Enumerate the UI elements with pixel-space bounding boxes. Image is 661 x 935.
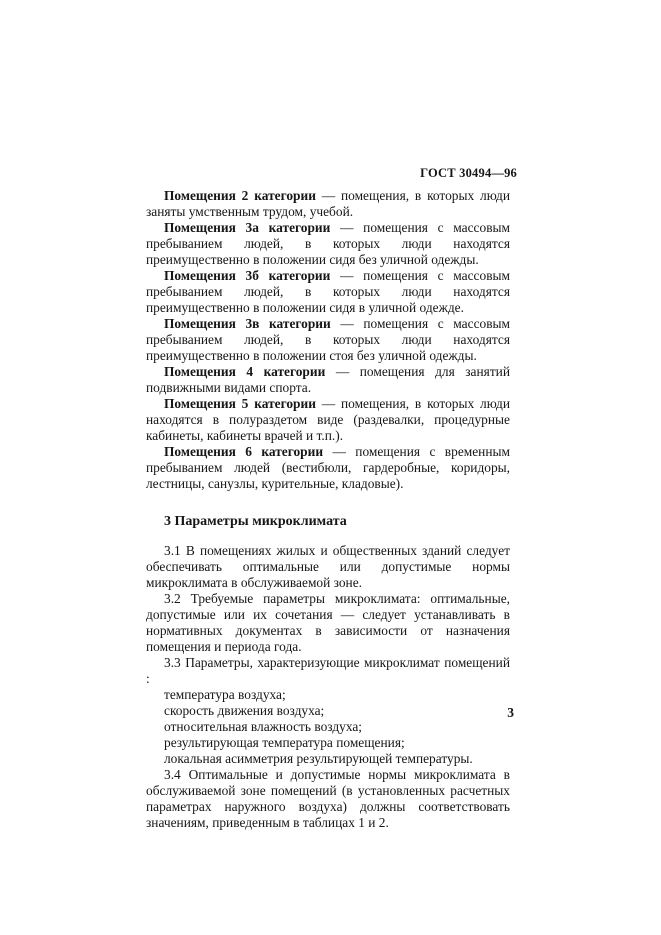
page-number: 3 [507, 705, 514, 720]
parameter-item: скорость движения воздуха; [164, 703, 325, 718]
category-term: Помещения 3а категории [164, 220, 331, 235]
clause-3-3: 3.3 Параметры, характеризующие микроклимат помещений : [146, 655, 510, 686]
parameter-item: локальная асимметрия результирующей температуры. [164, 751, 473, 766]
category-6-definition [146, 444, 510, 492]
category-text: — помещения, в которых люди заняты умственным трудом, учебой. [146, 188, 511, 219]
clause-3-2: 3.2 Требуемые параметры микроклимата: оптимальные, допустимые или их сочетания — следует устанавливать в нормативных документах в зависимости от назначения помещения и периода года. [146, 591, 510, 654]
category-4-definition [146, 364, 510, 396]
category-text: — помещения, в которых люди находятся в полураздетом виде (раздевалки, процедурные кабинеты, кабинеты врачей и т.п.). [146, 396, 511, 443]
category-term: Помещения 5 категории [164, 396, 316, 411]
parameter-item: температура воздуха; [164, 687, 286, 702]
category-3b-definition [146, 268, 510, 316]
parameter-item: результирующая температура помещения; [164, 735, 405, 750]
page-body [146, 188, 510, 831]
category-term: Помещения 3б категории [164, 268, 331, 283]
category-3v-definition [146, 316, 510, 364]
category-term: Помещения 3в категории [164, 316, 331, 331]
document-code: ГОСТ 30494—96 [420, 166, 517, 180]
category-2-definition [146, 188, 510, 220]
category-5-definition [146, 396, 510, 444]
category-text: — помещения для занятий подвижными видами спорта. [146, 364, 510, 395]
category-3a-definition [146, 220, 510, 268]
category-text: — помещения с массовым пребыванием людей, в которых люди находятся преимущественно в положении сидя без уличной одежды. [146, 220, 510, 267]
category-text: — помещения с временным пребыванием людей (вестибюли, гардеробные, коридоры, лестницы, санузлы, курительные, кладовые). [146, 444, 510, 491]
clause-3-1: 3.1 В помещениях жилых и общественных зданий следует обеспечивать оптимальные или допустимые нормы микроклимата в обслуживаемой зоне. [146, 543, 510, 590]
category-text: — помещения с массовым пребыванием людей, в которых люди находятся преимущественно в положении стоя без уличной одежды. [146, 316, 510, 363]
parameter-item: относительная влажность воздуха; [164, 719, 363, 734]
category-text: — помещения с массовым пребыванием людей, в которых люди находятся преимущественно в положении сидя в уличной одежде. [146, 268, 510, 315]
clause-3-4: 3.4 Оптимальные и допустимые нормы микроклимата в обслуживаемой зоне помещений (в установленных расчетных параметрах наружного воздуха) должны соответствовать значениям, приведенным в таблицах 1 и 2. [146, 767, 510, 830]
category-term: Помещения 6 категории [164, 444, 324, 459]
category-term: Помещения 2 категории [164, 188, 316, 203]
section-heading: 3 Параметры микроклимата [164, 514, 347, 529]
category-term: Помещения 4 категории [164, 364, 326, 379]
